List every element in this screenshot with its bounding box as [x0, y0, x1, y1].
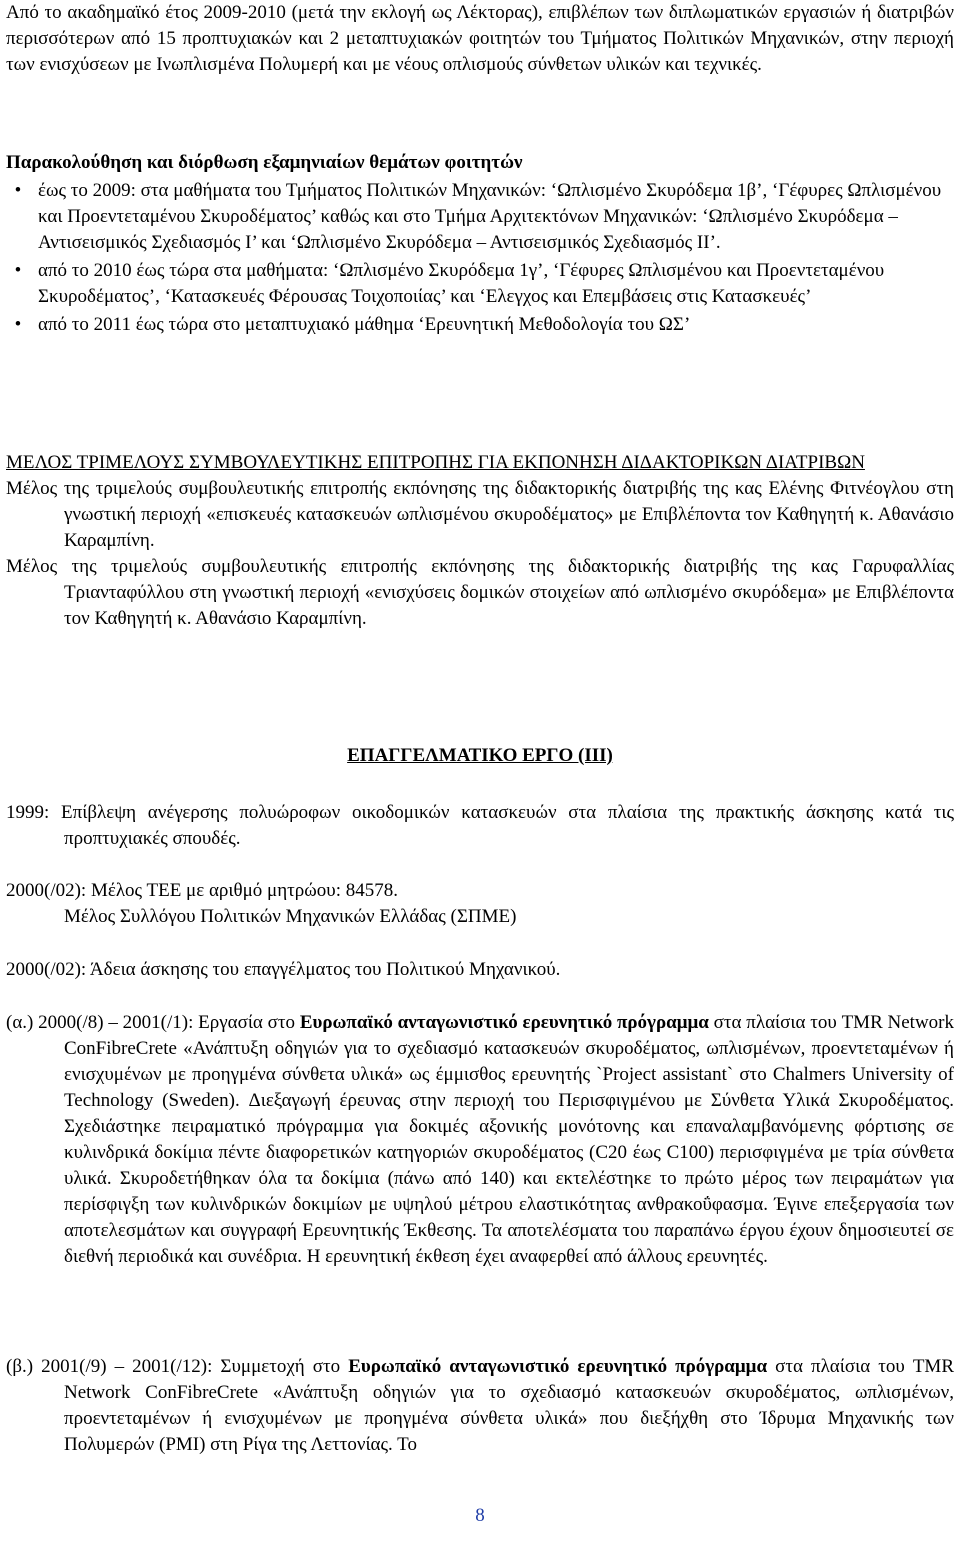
- monitoring-list: [6, 178, 954, 338]
- list-item-text: από το 2010 έως τώρα στα μαθήματα: ‘Ωπλισμένο Σκυρόδεμα 1γ’, ‘Γέφυρες Ωπλισμένου και Προεντεταμένου Σκυροδέματος’, ‘Κατασκευές Φέρουσας Τοιχοποιίας’ και ‘Ελεγχος και Επεμβάσεις στις Κατασκευές’: [38, 260, 885, 307]
- committee-entry: Μέλος της τριμελούς συμβουλευτικής επιτροπής εκπόνησης της διδακτορικής διατριβής της κας Γαρυφαλλίας Τριανταφύλλου στη γνωστική περιοχή «ενισχύσεις δομικών στοιχείων από ωπλισμένο σκυρόδεμα» με Επιβλέποντα τον Καθηγητή κ. Αθανάσιο Καραμπίνη.: [6, 556, 954, 629]
- professional-entry-1999: [6, 800, 954, 852]
- entry-2000-spme-text: Μέλος Συλλόγου Πολιτικών Μηχανικών Ελλάδας (ΣΠΜΕ): [64, 906, 517, 927]
- committee-entry: Μέλος της τριμελούς συμβουλευτικής επιτροπής εκπόνησης της διδακτορικής διατριβής της κας Ελένης Φιτνέογλου στη γνωστική περιοχή «επισκευές κατασκευών ωπλισμένου σκυροδέματος» με Επιβλέποντα τον Καθηγητή κ. Αθανάσιο Καραμπίνη.: [6, 478, 954, 551]
- committee-section: [6, 450, 954, 632]
- professional-heading: ΕΠΑΓΓΕΛΜΑΤΙΚΟ ΕΡΓΟ (ΙΙΙ): [347, 745, 613, 766]
- committee-heading: ΜΕΛΟΣ ΤΡΙΜΕΛΟΥΣ ΣΥΜΒΟΥΛΕΥΤΙΚΗΣ ΕΠΙΤΡΟΠΗΣ ΓΙΑ ΕΚΠΟΝΗΣΗ ΔΙΔΑΚΤΟΡΙΚΩΝ ΔΙΑΤΡΙΒΩΝ: [6, 452, 865, 473]
- entry-b-rest: στα πλαίσια του TMR Network ConFibreCrete «Ανάπτυξη οδηγιών για το σχεδιασμό κατασκευών σκυροδέματος, ωπλισμένων, προεντεταμένων ή ενισχυμένων με προηγμένα σύνθετα υλικά» που διεξήχθη στο Ίδρυμα Μηχανικής των Πολυμερών (PMI) στη Ρίγα της Λεττονίας. Το: [64, 1356, 954, 1455]
- entry-2000-tee-text: 2000(/02): Μέλος ΤΕΕ με αριθμό μητρώου: 84578.: [6, 880, 398, 901]
- professional-heading-wrap: [6, 743, 954, 769]
- professional-entry-2000: [6, 878, 954, 930]
- professional-entry-b: [6, 1354, 954, 1458]
- professional-entry-2000-license: [6, 957, 954, 983]
- entry-a-text: [6, 1010, 954, 1270]
- monitoring-heading: Παρακολούθηση και διόρθωση εξαμηνιαίων θεμάτων φοιτητών: [6, 152, 523, 173]
- bullet-icon: •: [14, 180, 22, 201]
- monitoring-section: [6, 150, 954, 338]
- entry-a-rest: στα πλαίσια του TMR Network ConFibreCrete «Ανάπτυξη οδηγιών για το σχεδιασμό κατασκευών σκυροδέματος, ωπλισμένων, προεντεταμένων ή ενισχυμένων με προηγμένα σύνθετα υλικά» ως έμμισθος ερευνητής `Project assistant` στο Chalmers University of Technology (Sweden). Διεξαγωγή έρευνας στην περιοχή του Περισφιγμένου με Σύνθετα Υλικά Σκυροδέματος. Σχεδιάστηκε πειραματικό πρόγραμμα για δοκιμές αξονικής μονότονης και επαναλαμβανόμενης φόρτισης σε κυλινδρικά δοκίμια πέντε διαφορετικών κατηγοριών σκυροδέματος (C20 έως C100) περισφιγμένα με τρία σύνθετα υλικά. Σκυροδετήθηκαν όλα τα δοκίμια (πάνω από 140) και εκτελέστηκε το πρώτο μέρος των πειραμάτων για περίσφιγξη των κυλινδρικών δοκιμίων με υψηλού μέτρου ελαστικότητας ανθρακοΰφασμα. Έγινε επεξεργασία των αποτελεσμάτων και συγγραφή Ερευνητικής Έκθεσης. Τα αποτελέσματα του παραπάνω έργου έχουν δημοσιευτεί σε διεθνή περιοδικά και συνέδρια. Η ερευνητική έκθεση έχει αναφερθεί από άλλους ερευνητές.: [64, 1012, 955, 1267]
- page-number: 8: [475, 1505, 485, 1526]
- entry-a-prefix: (α.) 2000(/8) – 2001(/1): Εργασία στο: [6, 1012, 300, 1033]
- intro-text: Από το ακαδημαϊκό έτος 2009-2010 (μετά την εκλογή ως Λέκτορας), επιβλέπων των διπλωματικών εργασιών ή διατριβών περισσότερων από 15 προπτυχιακών και 2 μεταπτυχιακών φοιτητών του Τμήματος Πολιτικών Μηχανικών, στην περιοχή των ενισχύσεων με Ινωπλισμένα Πολυμερή και με νέους οπλισμούς σύνθετων υλικών και τεχνικές.: [6, 2, 954, 75]
- entry-b-program: Ευρωπαϊκό ανταγωνιστικό ερευνητικό πρόγραμμα: [348, 1356, 768, 1377]
- list-item-text: έως το 2009: στα μαθήματα του Τμήματος Πολιτικών Μηχανικών: ‘Ωπλισμένο Σκυρόδεμα 1β’, ‘Γέφυρες Ωπλισμένου και Προεντεταμένου Σκυροδέματος’ καθώς και στο Τμήμα Αρχιτεκτόνων Μηχανικών: ‘Ωπλισμένο Σκυρόδεμα – Αντισεισμικός Σχεδιασμός Ι’ και ‘Ωπλισμένο Σκυρόδεμα – Αντισεισμικός Σχεδιασμός ΙΙ’.: [38, 180, 942, 253]
- bullet-icon: •: [14, 314, 22, 335]
- bullet-icon: •: [14, 260, 22, 281]
- list-item: [6, 258, 954, 310]
- entry-b-text: [6, 1354, 954, 1458]
- professional-entry-a: [6, 1010, 954, 1270]
- entry-a-program: Ευρωπαϊκό ανταγωνιστικό ερευνητικό πρόγραμμα: [299, 1012, 709, 1033]
- entry-b-prefix: (β.) 2001(/9) – 2001(/12): Συμμετοχή στο: [6, 1356, 349, 1377]
- list-item: [6, 312, 954, 338]
- list-item-text: από το 2011 έως τώρα στο μεταπτυχιακό μάθημα ‘Ερευνητική Μεθοδολογία του ΩΣ’: [38, 314, 691, 335]
- intro-paragraph: [6, 0, 954, 78]
- entry-1999-text: 1999: Επίβλεψη ανέγερσης πολυώροφων οικοδομικών κατασκευών στα πλαίσια της πρακτικής άσκησης κατά τις προπτυχιακές σπουδές.: [6, 802, 954, 849]
- list-item: [6, 178, 954, 256]
- entry-2000-license-text: 2000(/02): Άδεια άσκησης του επαγγέλματος του Πολιτικού Μηχανικού.: [6, 959, 561, 980]
